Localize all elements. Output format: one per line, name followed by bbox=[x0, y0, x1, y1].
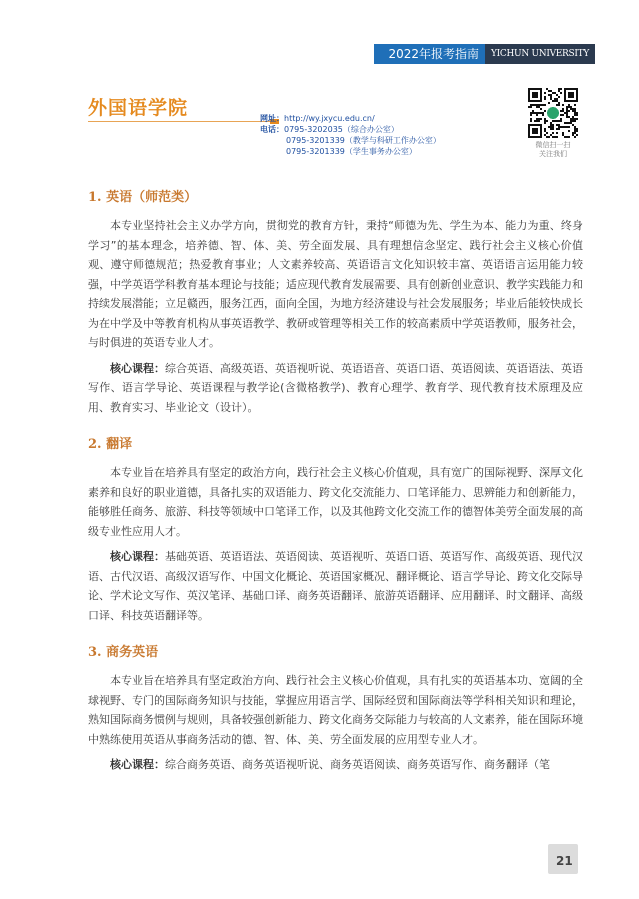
core-label: 核心课程： bbox=[110, 758, 165, 771]
qr-caption-line-2: 关注我们 bbox=[539, 150, 567, 158]
section-title: 3. 商务英语 bbox=[88, 645, 159, 660]
core-courses-text: 综合英语、高级英语、英语视听说、英语语音、英语口语、英语阅读、英语语法、英语写作、语言学导论、英语课程与教学论(含微格教学)、教育心理学、教育学、现代教育技术原理及应用、教育实习、毕业论文（设计）。 bbox=[88, 361, 583, 414]
core-courses bbox=[88, 755, 583, 775]
section-title: 2. 翻译 bbox=[88, 437, 133, 452]
qr-caption-line-1: 微信扫一扫 bbox=[535, 141, 571, 149]
banner-university-label: YICHUN UNIVERSITY bbox=[485, 44, 595, 64]
banner-guide-label: 2022年报考指南 bbox=[374, 44, 485, 64]
core-courses bbox=[88, 547, 583, 625]
section-intro: 本专业旨在培养具有坚定的政治方向，践行社会主义核心价值观，具有宽广的国际视野、深厚文化素养和良好的职业道德，具备扎实的双语能力、跨文化交流能力、口笔译能力、思辨能力和创新能力，能够胜任商务、旅游、科技等领域中口笔译工作，以及其他跨文化交流工作的德智体美劳全面发展的高级专业性应用人才。 bbox=[88, 466, 583, 538]
major-section-business-english bbox=[88, 645, 583, 775]
phone-line-1 bbox=[260, 124, 441, 135]
core-label: 核心课程： bbox=[110, 361, 165, 375]
page-number: 21 bbox=[556, 854, 573, 868]
core-courses bbox=[88, 359, 583, 418]
phone-line-3 bbox=[260, 146, 441, 157]
website-line bbox=[260, 113, 441, 124]
phone-number: 0795-3201339（教学与科研工作办公室） bbox=[286, 136, 441, 145]
section-title: 1. 英语（师范类） bbox=[88, 190, 198, 205]
major-section-translation bbox=[88, 437, 583, 625]
contact-info bbox=[260, 113, 441, 157]
core-courses-text: 综合商务英语、商务英语视听说、商务英语阅读、商务英语写作、商务翻译（笔 bbox=[165, 758, 550, 771]
college-title: 外国语学院 bbox=[88, 97, 189, 119]
core-courses-text: 基础英语、英语语法、英语阅读、英语视听、英语口语、英语写作、高级英语、现代汉语、古代汉语、高级汉语写作、中国文化概论、英语国家概况、翻译概论、语言学导论、跨文化交际导论、学术论文写作、英汉笔译、基础口译、商务英语翻译、旅游英语翻译、应用翻译、时文翻译、高级口译、科技英语翻译等。 bbox=[88, 550, 583, 622]
major-section-english bbox=[88, 190, 583, 417]
page-number-badge bbox=[548, 844, 580, 874]
qr-code-icon bbox=[528, 88, 578, 138]
phone-line-2 bbox=[260, 135, 441, 146]
website-link[interactable]: http://wy.jxycu.edu.cn/ bbox=[284, 114, 375, 123]
core-label: 核心课程： bbox=[110, 550, 165, 563]
top-banner bbox=[374, 44, 595, 64]
main-content bbox=[88, 190, 583, 795]
phone-label: 电话： bbox=[260, 125, 284, 134]
section-intro: 本专业旨在培养具有坚定政治方向、践行社会主义核心价值观，具有扎实的英语基本功、宽阔的全球视野、专门的国际商务知识与技能，掌握应用语言学、国际经贸和国际商法等学科相关知识和理论，熟知国际商务惯例与规则，具备较强创新能力、跨文化商务交际能力与较高的人文素养，能在国际环境中熟练使用英语从事商务活动的德、智、体、美、劳全面发展的应用型专业人才。 bbox=[88, 674, 583, 746]
section-intro: 本专业坚持社会主义办学方向，贯彻党的教育方针，秉持“师德为先、学生为本、能力为重、终身学习”的基本理念，培养德、智、体、美、劳全面发展、具有理想信念坚定、践行社会主义核心价值观、遵守师德规范；热爱教育事业；人文素养较高、英语语言文化知识较丰富、英语语言运用能力较强，中学英语学科教育基本理论与技能；适应现代教育发展需要、具有创新创业意识、教学实践能力和持续发展潜能；立足赣西，服务江西，面向全国，为地方经济建设与社会发展服务；毕业后能较快成长为在中学及中等教育机构从事英语教学、教研或管理等相关工作的较高素质中学英语教师，服务社会，与时俱进的英语专业人才。 bbox=[88, 219, 583, 349]
phone-number: 0795-3201339（学生事务办公室） bbox=[286, 147, 417, 156]
website-label: 网址： bbox=[260, 114, 284, 123]
qr-caption bbox=[520, 141, 586, 159]
phone-number: 0795-3202035（综合办公室） bbox=[284, 125, 399, 134]
title-underline bbox=[88, 121, 278, 122]
